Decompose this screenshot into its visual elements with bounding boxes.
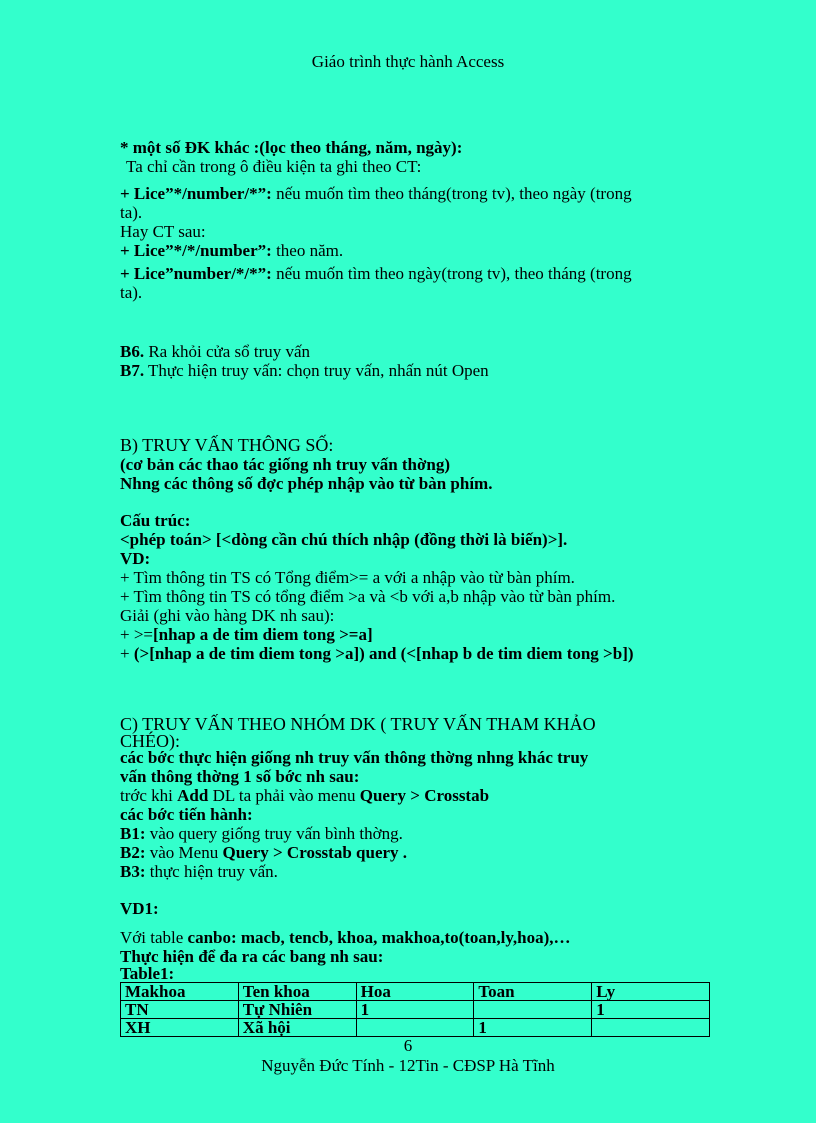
rule-day-text: nếu muốn tìm theo ngày(trong tv), theo tháng (trong <box>271 264 632 283</box>
table-row <box>121 1019 710 1037</box>
step-b7-label: B7. <box>120 361 145 380</box>
structure-label: Cấu trúc: <box>120 511 191 530</box>
table-header-cell: Makhoa <box>121 983 239 1001</box>
sec-b-sub2: Nhng các thông số đợc phép nhập vào từ bàn phím. <box>120 474 493 493</box>
hay-line: Hay CT sau: <box>120 222 206 241</box>
sec-c-step2-text: vào Menu <box>145 843 223 862</box>
table-cell: 1 <box>474 1019 592 1037</box>
table-cell: Xã hội <box>238 1019 356 1037</box>
table-label: Table1: <box>120 964 175 983</box>
rule-month-code: + Lice”*/number/*”: <box>120 184 272 203</box>
sec-c-step1-text: vào query giống truy vấn bình thờng. <box>145 824 403 843</box>
section-heading-other: * một số ĐK khác :(lọc theo tháng, năm, ngày): <box>120 138 463 157</box>
intro-line: Ta chỉ cần trong ô điều kiện ta ghi theo CT: <box>126 157 422 176</box>
step-b7 <box>120 361 700 380</box>
rule-month <box>120 184 700 203</box>
table-header-row <box>121 983 710 1001</box>
table-header-cell: Ly <box>592 983 710 1001</box>
page-header: Giáo trình thực hành Access <box>311 52 505 71</box>
rule-month-cont: ta). <box>120 203 143 222</box>
table-header-cell: Toan <box>474 983 592 1001</box>
sec-c-p3-menu: Query > Crosstab <box>359 786 490 805</box>
step-b6-label: B6. <box>120 342 145 361</box>
sec-c-step3 <box>120 862 700 881</box>
sec-c-step1-label: B1: <box>120 824 146 843</box>
table-cell: TN <box>121 1001 239 1019</box>
sec-c-step2-menu: Query > Crosstab query . <box>222 843 408 862</box>
table-cell: 1 <box>592 1001 710 1019</box>
rule-year-text: theo năm. <box>271 241 344 260</box>
sec-c-step2-label: B2: <box>120 843 146 862</box>
section-heading-c-1: C) TRUY VẤN THEO NHÓM DK ( TRUY VẤN THAM KHẢO <box>120 714 596 734</box>
solution-2-code: (>[nhap a de tim diem tong >a]) and (<[nhap b de tim diem tong >b]) <box>133 644 634 663</box>
solution-1-prefix: + >= <box>120 625 154 644</box>
sec-b-sub1: (cơ bản các thao tác giống nh truy vấn thờng) <box>120 455 451 474</box>
sec-c-step1 <box>120 824 700 843</box>
solution-intro: Giải (ghi vào hàng DK nh sau): <box>120 606 335 625</box>
table-cell <box>356 1019 474 1037</box>
rule-day <box>120 264 700 283</box>
solution-1 <box>120 625 700 644</box>
sec-c-step2 <box>120 843 700 862</box>
table-header-cell: Hoa <box>356 983 474 1001</box>
rule-day-cont: ta). <box>120 283 143 302</box>
step-b7-text: Thực hiện truy vấn: chọn truy vấn, nhấn nút Open <box>144 361 489 380</box>
rule-month-text: nếu muốn tìm theo tháng(trong tv), theo ngày (trong <box>271 184 632 203</box>
vd1-line1-pre: Với table <box>120 928 188 947</box>
vd1-line1 <box>120 928 700 947</box>
sec-c-step3-label: B3: <box>120 862 146 881</box>
sec-c-p3-mid: DL ta phải vào menu <box>208 786 360 805</box>
rule-day-code: + Lice”number/*/*”: <box>120 264 272 283</box>
sec-c-p3-pre: trớc khi <box>120 786 178 805</box>
section-heading-b: B) TRUY VẤN THÔNG SỐ: <box>120 435 334 455</box>
sec-c-p3 <box>120 786 700 805</box>
vd-line-1: + Tìm thông tin TS có Tổng điểm>= a với a nhập vào từ bàn phím. <box>120 568 575 587</box>
sec-c-p2: vấn thông thờng 1 số bớc nh sau: <box>120 767 360 786</box>
crosstab-table <box>120 982 710 1037</box>
sec-c-step3-text: thực hiện truy vấn. <box>145 862 278 881</box>
structure-code: <phép toán> [<dòng cần chú thích nhập (đồng thời là biến)>]. <box>120 530 568 549</box>
sec-c-p4: các bớc tiến hành: <box>120 805 253 824</box>
table-cell: 1 <box>356 1001 474 1019</box>
step-b6 <box>120 342 700 361</box>
solution-1-code: [nhap a de tim diem tong >=a] <box>153 625 373 644</box>
vd1-line1-code: canbo: macb, tencb, khoa, makhoa,to(toan,ly,hoa),… <box>187 928 571 947</box>
step-b6-text: Ra khỏi cửa sổ truy vấn <box>144 342 311 361</box>
vd-line-2: + Tìm thông tin TS có tổng điểm >a và <b với a,b nhập vào từ bàn phím. <box>120 587 616 606</box>
sec-c-p3-add: Add <box>177 786 209 805</box>
table-row <box>121 1001 710 1019</box>
sec-c-p1: các bớc thực hiện giống nh truy vấn thông thờng nhng khác truy <box>120 748 589 767</box>
section-heading-c-2: CHÉO): <box>120 731 180 751</box>
table-cell: Tự Nhiên <box>238 1001 356 1019</box>
page-number: 6 <box>403 1036 413 1055</box>
solution-2 <box>120 644 700 663</box>
vd1-label: VD1: <box>120 899 159 918</box>
rule-year <box>120 241 700 260</box>
page-content <box>120 138 700 1037</box>
table-cell: XH <box>121 1019 239 1037</box>
page-footer-author: Nguyễn Đức Tính - 12Tin - CĐSP Hà Tĩnh <box>261 1056 555 1075</box>
table-cell <box>474 1001 592 1019</box>
vd1-line2: Thực hiện để đa ra các bang nh sau: <box>120 947 384 966</box>
table-cell <box>592 1019 710 1037</box>
vd-label: VD: <box>120 549 151 568</box>
rule-year-code: + Lice”*/*/number”: <box>120 241 272 260</box>
table-header-cell: Ten khoa <box>238 983 356 1001</box>
solution-2-prefix: + <box>120 644 134 663</box>
